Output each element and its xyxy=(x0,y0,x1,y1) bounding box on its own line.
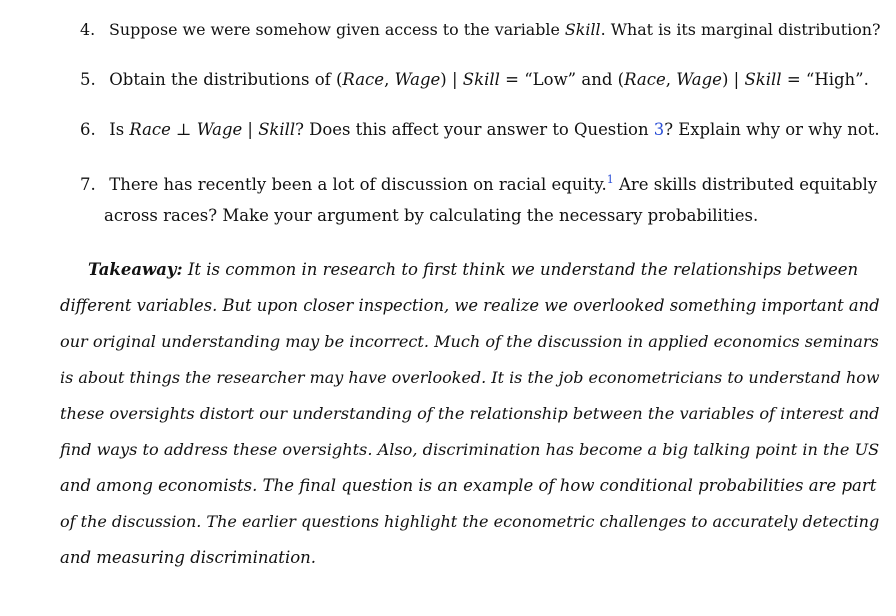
question-7-continuation xyxy=(104,206,758,226)
variable-skill: Skill xyxy=(258,120,296,139)
question-text: = “High”. xyxy=(781,70,869,89)
question-text: across races? Make your argument by calculating the necessary probabilities. xyxy=(104,206,759,225)
takeaway-line xyxy=(88,260,859,280)
question-4 xyxy=(80,20,881,40)
question-7 xyxy=(80,170,877,195)
variable-skill: Skill xyxy=(744,70,782,89)
footnote-link[interactable]: 1 xyxy=(606,173,614,186)
question-text: There has recently been a lot of discussion on racial equity. xyxy=(109,175,607,194)
variable-wage: Wage xyxy=(676,70,722,89)
takeaway-label: Takeaway: xyxy=(88,260,183,279)
variable-wage: Wage xyxy=(196,120,243,139)
question-text: ) | xyxy=(440,70,463,89)
question-text: ) | xyxy=(721,70,745,89)
takeaway-text: It is common in research to first think we understand the relationships between xyxy=(187,260,859,279)
question-text: ? Explain why or why not. xyxy=(664,120,880,139)
question-6 xyxy=(80,120,880,140)
independence-symbol: ⊥ xyxy=(170,120,197,139)
question-number: 7. xyxy=(80,175,96,194)
question-text: , xyxy=(384,70,395,89)
takeaway-line: different variables. But upon closer inspection, we realize we overlooked something important and xyxy=(60,296,880,315)
takeaway-line: of the discussion. The earlier questions highlight the econometric challenges to accurately detecting xyxy=(60,512,880,531)
variable-race: Race xyxy=(624,70,666,89)
question-text: Suppose we were somehow given access to the variable xyxy=(109,20,565,39)
variable-race: Race xyxy=(342,70,385,89)
takeaway-line: find ways to address these oversights. Also, discrimination has become a big talking point in the US xyxy=(60,440,880,459)
variable-wage: Wage xyxy=(394,70,441,89)
question-text: | xyxy=(242,120,259,139)
question-number: 6. xyxy=(80,120,96,139)
question-3-link[interactable]: 3 xyxy=(653,120,665,139)
question-number: 5. xyxy=(80,70,96,89)
question-text: Is xyxy=(109,120,130,139)
takeaway-line: these oversights distort our understanding of the relationship between the variables of interest and xyxy=(60,404,880,423)
question-text: Are skills distributed equitably xyxy=(613,175,878,194)
takeaway-line: our original understanding may be incorrect. Much of the discussion in applied economics seminars xyxy=(60,332,879,351)
question-text: ? Does this affect your answer to Question xyxy=(295,120,654,139)
question-text: Obtain the distributions of ( xyxy=(109,70,343,89)
question-text: . What is its marginal distribution? xyxy=(600,20,881,39)
takeaway-line: and measuring discrimination. xyxy=(60,548,317,567)
takeaway-line: and among economists. The final question is an example of how conditional probabilities are part xyxy=(60,476,877,495)
question-text: , xyxy=(665,70,677,89)
variable-race: Race xyxy=(129,120,171,139)
question-5 xyxy=(80,70,869,90)
question-text: = “Low” and ( xyxy=(499,70,625,89)
variable-skill: Skill xyxy=(564,20,601,39)
variable-skill: Skill xyxy=(462,70,500,89)
question-number: 4. xyxy=(80,20,96,39)
takeaway-line: is about things the researcher may have overlooked. It is the job econometricians to understand how xyxy=(60,368,880,387)
